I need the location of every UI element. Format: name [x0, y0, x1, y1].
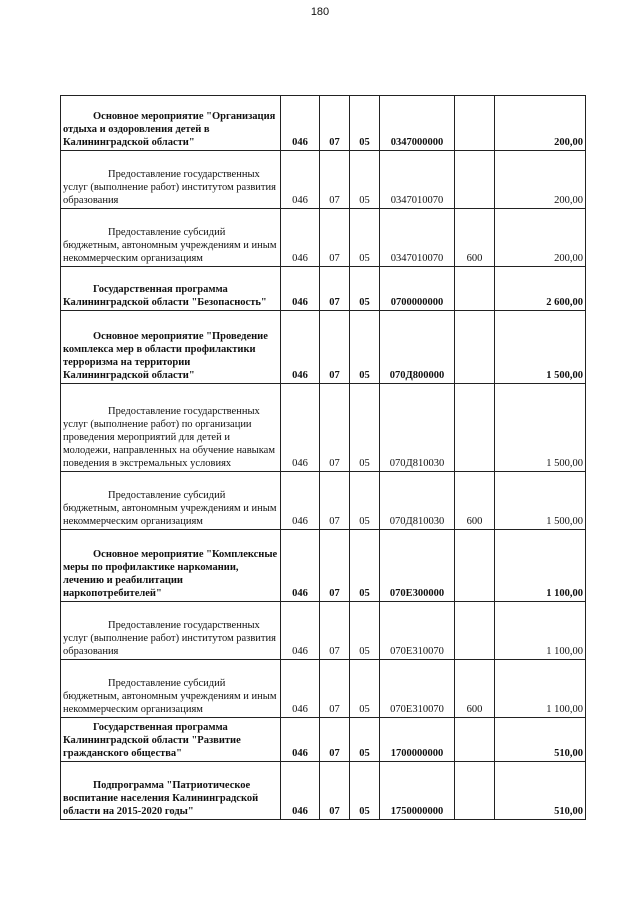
cell-csr: 070Е300000: [380, 530, 455, 602]
cell-rz: 07: [320, 660, 350, 718]
table-row: [61, 472, 586, 530]
cell-gr: 046: [281, 530, 320, 602]
cell-amount: 200,00: [495, 151, 586, 209]
cell-gr: 046: [281, 472, 320, 530]
cell-vr: [455, 762, 495, 820]
cell-pr: 05: [350, 209, 380, 267]
cell-amount: 1 500,00: [495, 311, 586, 384]
cell-amount: 1 100,00: [495, 602, 586, 660]
cell-amount: 1 500,00: [495, 472, 586, 530]
cell-gr: 046: [281, 151, 320, 209]
cell-rz: 07: [320, 718, 350, 762]
cell-name: Предоставление государственных услуг (выполнение работ) институтом развития образования: [61, 151, 281, 209]
cell-gr: 046: [281, 96, 320, 151]
table-row: [61, 530, 586, 602]
table-row: [61, 267, 586, 311]
cell-vr: [455, 602, 495, 660]
table-row: [61, 384, 586, 472]
table-row: [61, 96, 586, 151]
cell-rz: 07: [320, 384, 350, 472]
table-row: [61, 718, 586, 762]
cell-pr: 05: [350, 311, 380, 384]
cell-amount: 2 600,00: [495, 267, 586, 311]
cell-vr: 600: [455, 660, 495, 718]
cell-gr: 046: [281, 209, 320, 267]
cell-name: Основное мероприятие "Проведение комплекса мер в области профилактики терроризма на территории Калининградской области": [61, 311, 281, 384]
cell-amount: 510,00: [495, 718, 586, 762]
table-row: [61, 311, 586, 384]
table-row: [61, 151, 586, 209]
cell-amount: 510,00: [495, 762, 586, 820]
cell-name: Предоставление государственных услуг (выполнение работ) по организации проведения мероприятий для детей и молодежи, направленных на обучение навыкам поведения в экстремальных условиях: [61, 384, 281, 472]
cell-name: Основное мероприятие "Комплексные меры по профилактике наркомании, лечению и реабилитации наркопотребителей": [61, 530, 281, 602]
cell-csr: 0347000000: [380, 96, 455, 151]
budget-table: [60, 95, 586, 820]
cell-amount: 200,00: [495, 209, 586, 267]
cell-gr: 046: [281, 602, 320, 660]
cell-csr: 070Д810030: [380, 472, 455, 530]
cell-amount: 1 100,00: [495, 660, 586, 718]
cell-gr: 046: [281, 718, 320, 762]
cell-vr: 600: [455, 472, 495, 530]
cell-csr: 070Д800000: [380, 311, 455, 384]
cell-rz: 07: [320, 267, 350, 311]
cell-amount: 1 100,00: [495, 530, 586, 602]
cell-vr: [455, 96, 495, 151]
cell-gr: 046: [281, 384, 320, 472]
cell-csr: 1700000000: [380, 718, 455, 762]
table-row: [61, 762, 586, 820]
cell-rz: 07: [320, 762, 350, 820]
cell-name: Государственная программа Калининградской области "Безопасность": [61, 267, 281, 311]
cell-rz: 07: [320, 602, 350, 660]
cell-pr: 05: [350, 472, 380, 530]
cell-pr: 05: [350, 530, 380, 602]
cell-pr: 05: [350, 151, 380, 209]
cell-vr: [455, 718, 495, 762]
cell-vr: [455, 267, 495, 311]
cell-name: Предоставление государственных услуг (выполнение работ) институтом развития образования: [61, 602, 281, 660]
cell-gr: 046: [281, 660, 320, 718]
cell-rz: 07: [320, 209, 350, 267]
cell-rz: 07: [320, 96, 350, 151]
table-row: [61, 602, 586, 660]
cell-name: Государственная программа Калининградской области "Развитие гражданского общества": [61, 718, 281, 762]
cell-gr: 046: [281, 267, 320, 311]
table-row: [61, 660, 586, 718]
cell-csr: 1750000000: [380, 762, 455, 820]
cell-name: Предоставление субсидий бюджетным, автономным учреждениям и иным некоммерческим организациям: [61, 472, 281, 530]
table-row: [61, 209, 586, 267]
cell-name: Предоставление субсидий бюджетным, автономным учреждениям и иным некоммерческим организациям: [61, 209, 281, 267]
cell-csr: 070Е310070: [380, 660, 455, 718]
cell-gr: 046: [281, 762, 320, 820]
cell-csr: 070Е310070: [380, 602, 455, 660]
cell-pr: 05: [350, 384, 380, 472]
cell-pr: 05: [350, 762, 380, 820]
cell-vr: [455, 311, 495, 384]
cell-pr: 05: [350, 660, 380, 718]
cell-name: Подпрограмма "Патриотическое воспитание населения Калининградской области на 2015-2020 годы": [61, 762, 281, 820]
cell-rz: 07: [320, 530, 350, 602]
page-number: 180: [310, 6, 330, 18]
budget-rows: [61, 96, 586, 820]
cell-csr: 0347010070: [380, 209, 455, 267]
cell-rz: 07: [320, 151, 350, 209]
cell-vr: [455, 530, 495, 602]
cell-amount: 1 500,00: [495, 384, 586, 472]
cell-gr: 046: [281, 311, 320, 384]
cell-pr: 05: [350, 602, 380, 660]
cell-vr: 600: [455, 209, 495, 267]
cell-pr: 05: [350, 267, 380, 311]
cell-csr: 070Д810030: [380, 384, 455, 472]
cell-amount: 200,00: [495, 96, 586, 151]
cell-csr: 0347010070: [380, 151, 455, 209]
cell-rz: 07: [320, 311, 350, 384]
cell-vr: [455, 384, 495, 472]
cell-pr: 05: [350, 96, 380, 151]
cell-pr: 05: [350, 718, 380, 762]
cell-rz: 07: [320, 472, 350, 530]
cell-name: Предоставление субсидий бюджетным, автономным учреждениям и иным некоммерческим организациям: [61, 660, 281, 718]
cell-vr: [455, 151, 495, 209]
cell-csr: 0700000000: [380, 267, 455, 311]
cell-name: Основное мероприятие "Организация отдыха и оздоровления детей в Калининградской области": [61, 96, 281, 151]
